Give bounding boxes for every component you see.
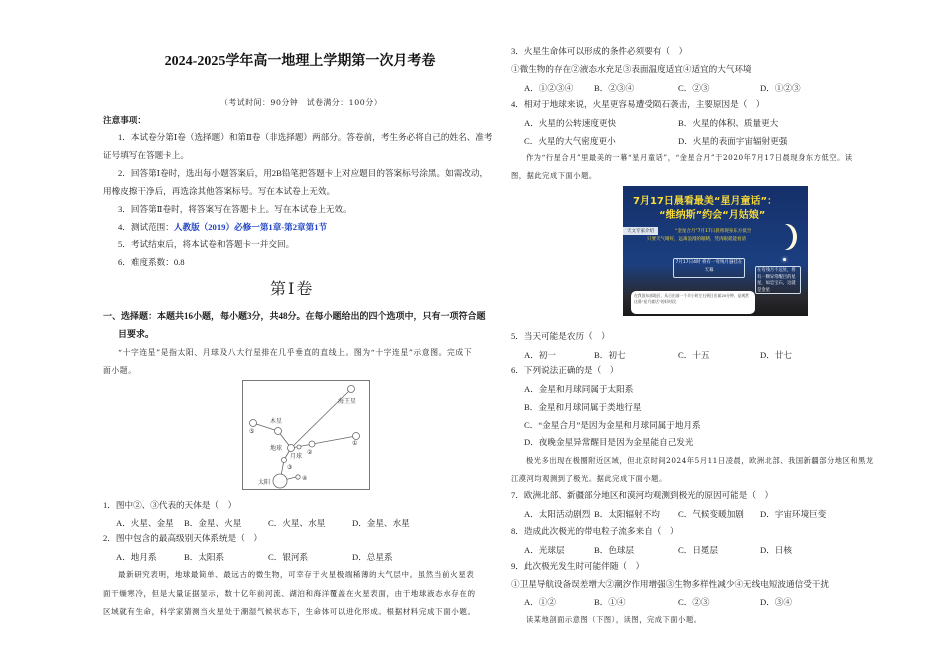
note-6: 6．难度系数：0.8 — [118, 257, 185, 267]
q5-option-c: C．十五 — [678, 350, 710, 360]
moon-mark — [297, 445, 301, 449]
poster-title-2: “维纳斯”约会“月姑娘” — [659, 210, 766, 221]
passage-5: 读某地剖面示意图（下图），读图，完成下面小题。 — [526, 615, 702, 624]
q5-option-b: B．初七 — [594, 350, 626, 360]
q8-option-c: C．日冕层 — [678, 545, 719, 555]
label-2: ② — [307, 449, 313, 456]
q2-option-a: A．地月系 — [116, 552, 157, 562]
q4-option-c: C．火星的大气密度更小 — [524, 136, 616, 146]
passage-4-cont: 江漠河均观测到了极光。据此完成下面小题。 — [511, 474, 667, 483]
label-5: ⑤ — [249, 428, 255, 435]
q1-option-b: B．金星、火星 — [184, 518, 242, 528]
planet-1-mark — [353, 433, 360, 440]
planet-2-mark — [309, 441, 315, 447]
question-8: 8．造成此次极光的带电粒子流多来自（ ） — [511, 526, 679, 536]
earth-mark — [288, 445, 295, 452]
q1-option-a: A．火星、金星 — [116, 518, 174, 528]
q2-option-d: D．总星系 — [352, 552, 393, 562]
crescent-moon-icon — [773, 224, 793, 250]
poster-title-1: 7月17日晨看最美“星月童话”： — [633, 196, 778, 207]
q6-option-c: C．“金星合月”是因为金星和月球同属于地月系 — [524, 420, 701, 430]
jupiter-mark — [275, 428, 282, 435]
note-4-label: 4．测试范围： — [118, 222, 174, 232]
q9-option-b: B．①④ — [594, 597, 626, 607]
q6-option-d: D．夜晚金星异常醒目是因为金星能自己发光 — [524, 437, 694, 447]
passage-4: 极光多出现在极圈附近区域，但北京时间2024年5月11日凌晨，欧洲北部、我国新疆部分地区和黑龙 — [526, 456, 874, 465]
label-neptune: 海王星 — [338, 398, 357, 405]
q9-option-a: A．①② — [524, 597, 556, 607]
poster-box-2: 在弯残月不远处，将有一颗异常醒目的星星，如忠宝石，这就是金星 — [755, 266, 801, 294]
venus-moon-poster-image — [623, 186, 808, 316]
notes-heading: 注意事项： — [103, 115, 146, 125]
passage-1-cont: 面小题。 — [103, 366, 137, 375]
q4-option-b: B．火星的体积、质量更大 — [678, 118, 779, 128]
q9-option-c: C．②③ — [678, 597, 710, 607]
poster-line-2: 只要天气晴好，远离浪漫的眼睛，凭肉眼就能看清 — [647, 237, 746, 242]
label-4: ④ — [302, 475, 308, 482]
label-jupiter: 木星 — [270, 418, 283, 425]
passage-1: “十字连星”是指太阳、月球及八大行星排在几乎垂直的直线上。图为“十字连星”示意图。完成下 — [118, 348, 473, 357]
neptune-mark — [348, 386, 355, 393]
q6-option-a: A．金星和月球同属于太阳系 — [524, 384, 634, 394]
question-5: 5．当天可能是农历（ ） — [511, 331, 610, 341]
note-4 — [118, 222, 327, 233]
q8-option-d: D．日核 — [760, 545, 792, 555]
label-earth: 地球 — [270, 445, 283, 452]
question-7: 7．欧洲北部、新疆部分地区和漠河均观测到极光的原因可能是（ ） — [511, 490, 774, 500]
question-2: 2．图中包含的最高级别天体系统是（ ） — [103, 533, 262, 543]
poster-box-1: 7月17日4时 将有一弯残月悬挂在天幕 — [673, 258, 745, 278]
passage-3-cont: 图，据此完成下面小题。 — [511, 171, 597, 180]
label-moon: 月球 — [290, 453, 303, 460]
planet-5-mark — [250, 420, 257, 427]
poster-box-3: 在我国东部地区，从日出前一个半小时左右到日出前20分钟，是观赏这幕“星月童话”的好时段 — [631, 291, 755, 314]
sun-mark — [273, 474, 287, 488]
q8-option-b: B．色球层 — [594, 545, 635, 555]
q3-option-d: D．①②③ — [760, 83, 801, 93]
q1-option-c: C．火星、水星 — [268, 518, 326, 528]
question-9: 9．此次极光发生时可能伴随（ ） — [511, 561, 645, 571]
poster-line-1: “金星合月”7月17日晨将现身东方低空 — [675, 229, 752, 234]
note-2-cont: 用橡皮擦干净后，再选涂其他答案标号。写在本试卷上无效。 — [103, 186, 336, 196]
q7-option-d: D．宇宙环境巨变 — [760, 509, 827, 519]
q6-option-b: B．金星和月球同属于类地行星 — [524, 402, 642, 412]
q7-option-b: B．太阳辐射不均 — [594, 509, 660, 519]
passage-3: 作为“行星合月”里最美的一幕“星月童话”，“金星合月”于2020年7月17日晨现身东方低空。读 — [526, 153, 853, 162]
passage-2: 最新研究表明，地球最简单、最远古的微生物，可幸存于火星极端稀薄的大气层中。虽然当前火星表 — [118, 570, 475, 579]
q3-option-c: C．②③ — [678, 83, 710, 93]
q7-option-a: A．太阳活动剧烈 — [524, 509, 591, 519]
q1-option-d: D．金星、水星 — [352, 518, 410, 528]
q9-option-d: D．③④ — [760, 597, 792, 607]
exam-info: （考试时间：90分钟 试卷满分：100分） — [220, 98, 383, 107]
volume-heading: 第Ⅰ卷 — [270, 281, 315, 298]
q3-option-a: A．①②③④ — [524, 83, 574, 93]
question-6: 6．下列说法正确的是（ ） — [511, 365, 619, 375]
venus-star-icon — [783, 258, 786, 261]
note-3: 3．回答第Ⅱ卷时，将答案写在答题卡上。写在本试卷上无效。 — [118, 204, 352, 214]
note-5: 5．考试结束后，将本试卷和答题卡一并交回。 — [118, 239, 295, 249]
passage-2-line3: 区域就有生命，科学家猜测当火星处于潮湿气候状态下，生命体可以进化形成。根据材料完成下面小题。 — [103, 607, 476, 616]
note-1-cont: 证号填写在答题卡上。 — [103, 150, 189, 160]
label-sun: 太阳 — [258, 479, 271, 486]
q9-items: ①卫星导航设备误差增大②潮汐作用增强③生物多样性减少④无线电短波通信受干扰 — [511, 579, 829, 589]
q3-option-b: B．②③④ — [594, 83, 635, 93]
section-instruction-cont: 目要求。 — [118, 329, 155, 339]
test-scope: 人教版（2019）必修一第1章-第2章第1节 — [173, 222, 328, 232]
note-1: 1．本试卷分第Ⅰ卷（选择题）和第Ⅱ卷（非选择题）两部分。答卷前，考生务必将自己的姓名、准考 — [118, 132, 493, 142]
planet-4-mark — [296, 475, 300, 479]
q5-option-a: A．初一 — [524, 350, 556, 360]
passage-2-line2: 面干燥寒冷，但是大量证据显示，数十亿年前河流、湖泊和海洋覆盖在火星表面，由于地球液态水存在的 — [103, 589, 476, 598]
page-title: 2024-2025学年高一地理上学期第一次月考卷 — [164, 54, 436, 69]
q2-option-b: B．太阳系 — [184, 552, 225, 562]
q4-option-d: D．火星的表面宇宙辐射更强 — [678, 136, 788, 146]
label-1: ① — [352, 440, 358, 447]
q5-option-d: D．廿七 — [760, 350, 792, 360]
label-3: ③ — [287, 464, 293, 471]
q2-option-c: C．银河系 — [268, 552, 309, 562]
question-1: 1．图中②、③代表的天体是（ ） — [103, 500, 237, 510]
question-4: 4．相对于地球来说，火星更容易遭受陨石袭击，主要原因是（ ） — [511, 99, 765, 109]
planet-3-mark — [282, 458, 287, 463]
section-instruction: 一、选择题：本题共16小题，每小题3分，共48分。在每小题给出的四个选项中，只有一项符合题 — [103, 311, 486, 321]
q4-option-a: A．火星的公转速度更快 — [524, 118, 617, 128]
planet-diagram-svg — [243, 381, 369, 489]
q7-option-c: C．气候变暖加剧 — [678, 509, 744, 519]
q8-option-a: A．光球层 — [524, 545, 565, 555]
note-2: 2．回答第Ⅰ卷时，选出每小题答案后，用2B铅笔把答题卡上对应题目的答案标号涂黑。如需改动， — [118, 168, 489, 178]
question-3: 3．火星生命体可以形成的条件必须要有（ ） — [511, 46, 688, 56]
q3-items: ①微生物的存在②液态水充足③表面温度适宜④适宜的大气环境 — [511, 64, 752, 74]
cross-alignment-diagram — [242, 380, 370, 490]
poster-tag: 天文专家介绍 — [623, 227, 658, 235]
